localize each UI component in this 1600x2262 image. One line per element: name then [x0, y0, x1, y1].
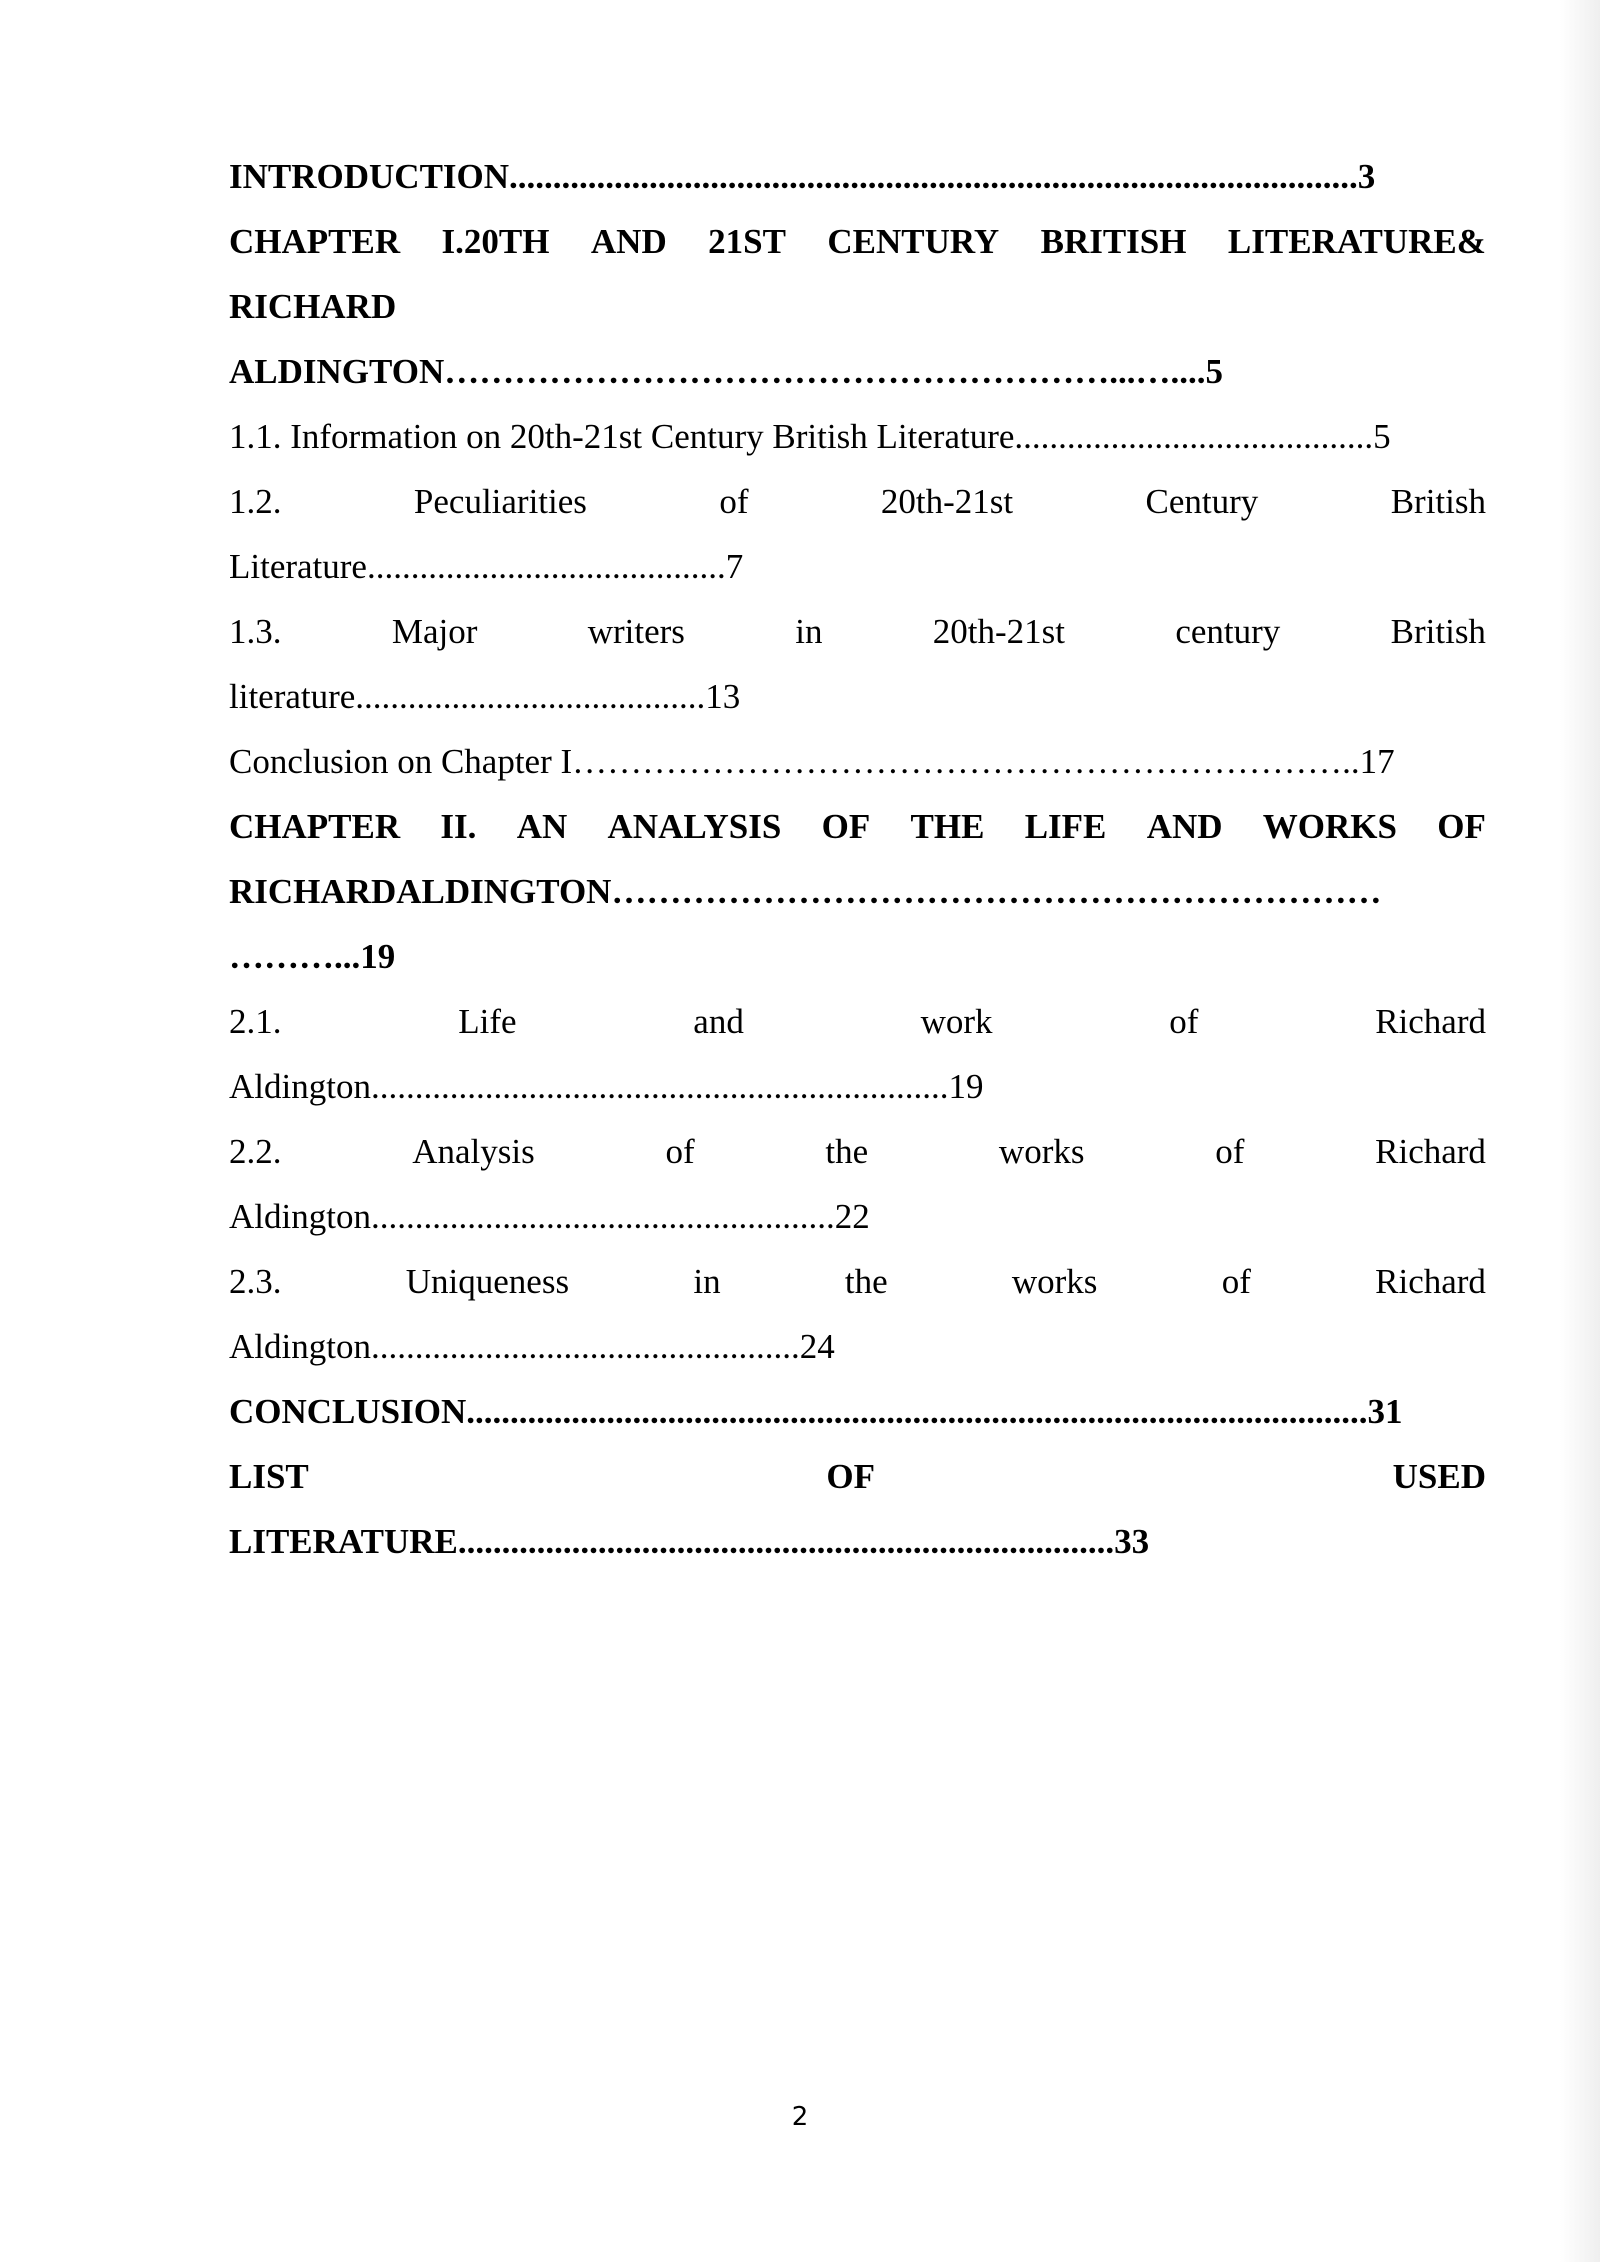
- toc-chapter-2-line-2[interactable]: RICHARDALDINGTON…………………………………………………………: [229, 872, 1382, 911]
- toc-section-2-2-line-1[interactable]: 2.2. Analysis of the works of Richard: [229, 1132, 1486, 1171]
- toc-section-2-3-line-1[interactable]: 2.3. Uniqueness in the works of Richard: [229, 1262, 1486, 1301]
- page-number: 2: [791, 2102, 809, 2132]
- toc-chapter-1-line-2[interactable]: RICHARD: [229, 287, 397, 326]
- toc-chapter-1-line-3[interactable]: ALDINGTON…………………………………………………...…....5: [229, 352, 1223, 391]
- page-edge-shadow: [1560, 0, 1600, 2262]
- toc-literature-line-1[interactable]: LIST OF USED: [229, 1457, 1486, 1496]
- toc-chapter-2-line-3[interactable]: ………...19: [229, 937, 396, 976]
- toc-section-1-1[interactable]: 1.1. Information on 20th-21st Century British Literature.........................................5: [229, 417, 1391, 456]
- toc-chapter-2-line-1[interactable]: CHAPTER II. AN ANALYSIS OF THE LIFE AND WORKS OF: [229, 807, 1486, 846]
- toc-section-1-3-line-2[interactable]: literature........................................13: [229, 677, 741, 716]
- toc-conclusion-chapter-1[interactable]: Conclusion on Chapter I…………………………………………………………..17: [229, 742, 1395, 781]
- toc-section-2-3-line-2[interactable]: Aldington.................................................24: [229, 1327, 835, 1366]
- toc-section-1-2-line-2[interactable]: Literature.........................................7: [229, 547, 744, 586]
- toc-section-1-2-line-1[interactable]: 1.2. Peculiarities of 20th-21st Century British: [229, 482, 1486, 521]
- toc-chapter-1-line-1[interactable]: CHAPTER I.20TH AND 21ST CENTURY BRITISH LITERATURE&: [229, 222, 1486, 261]
- toc-section-2-1-line-2[interactable]: Aldington..................................................................19: [229, 1067, 984, 1106]
- toc-section-2-1-line-1[interactable]: 2.1. Life and work of Richard: [229, 1002, 1486, 1041]
- toc-introduction[interactable]: INTRODUCTION.................................................................................................3: [229, 157, 1376, 196]
- toc-section-2-2-line-2[interactable]: Aldington.....................................................22: [229, 1197, 870, 1236]
- toc-conclusion[interactable]: CONCLUSION.......................................................................................................31: [229, 1392, 1403, 1431]
- toc-literature-line-2[interactable]: LITERATURE...........................................................................33: [229, 1522, 1150, 1561]
- toc-section-1-3-line-1[interactable]: 1.3. Major writers in 20th-21st century British: [229, 612, 1486, 651]
- table-of-contents: [229, 144, 1486, 1574]
